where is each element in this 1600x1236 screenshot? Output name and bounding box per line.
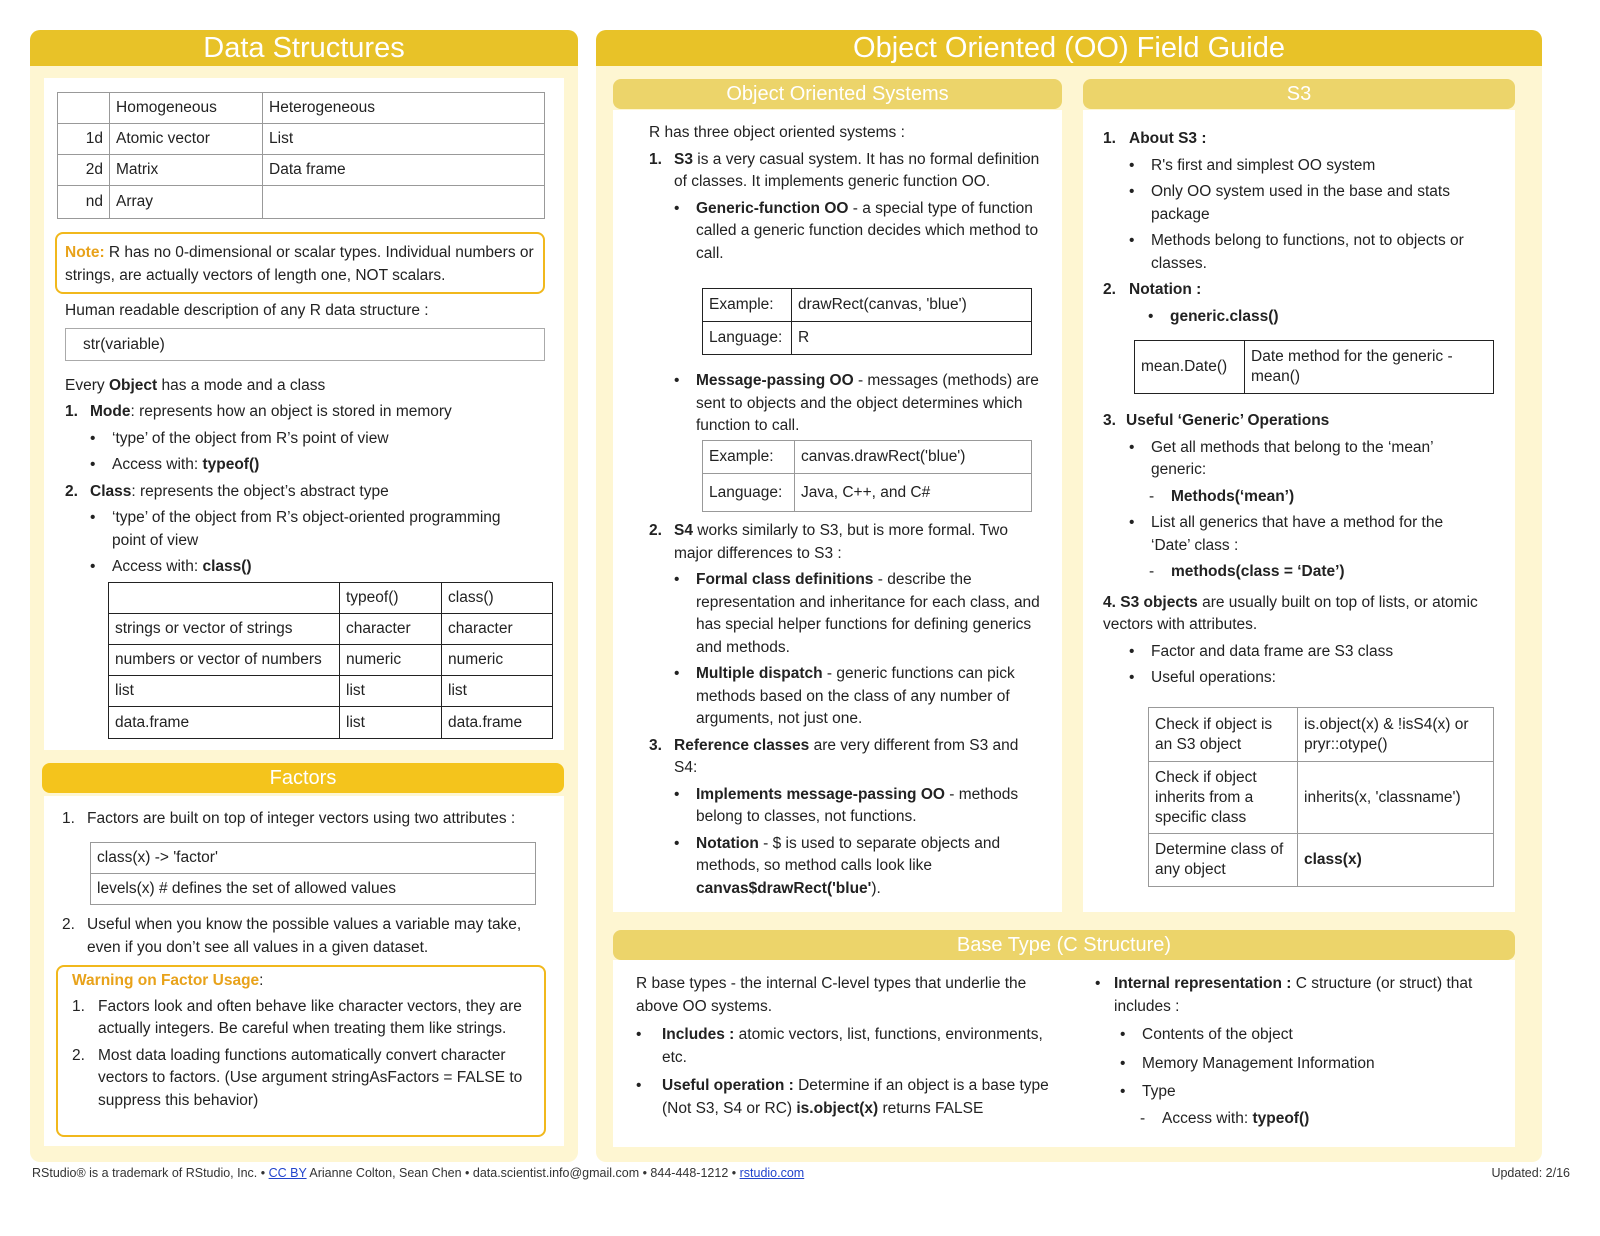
oo-field-guide-title: Object Oriented (OO) Field Guide [596, 30, 1542, 66]
s3-notation-table: mean.Date() Date method for the generic - mean() [1134, 340, 1494, 394]
base-type-left: R base types - the internal C-level types that underlie the above OO systems. • Includes : atomic vectors, list, functions, environments, etc. • Useful operation : Determine if an object is a base type (Not S3, S4 or RC) is.object(x) returns FALSE [636, 975, 1049, 1117]
factors-p2: 2. Useful when you know the possible values a variable may take, even if you don’t see all values in a given dataset. [62, 916, 522, 956]
factors-title: Factors [42, 763, 564, 793]
every-object-text: Every Object has a mode and a class [65, 377, 326, 394]
warning-box: Warning on Factor Usage: 1. Factors look and often behave like character vectors, they are actually integers. Be careful when treating them like strings. 2. Most data loading functions automatically convert character vectors to factors. (Use argument stringAsFactors = FALSE to suppress this behavior) [56, 965, 546, 1137]
s3-content-top: 1. About S3 : • R's first and simplest OO system • Only OO system used in the base and stats package • Methods belong to functions, not to objects or classes. 2. Notation : • generic.class() [1103, 130, 1464, 325]
mode-section: 1. Mode: represents how an object is stored in memory • ‘type’ of the object from R’s point of view • Access with: typeof() 2. Class: represents the object’s abstract type • ‘type’ of the object from R’s object-oriented programming point of view • Access with: class() [65, 403, 501, 575]
note-box: Note: R has no 0-dimensional or scalar types. Individual numbers or strings, are actually vectors of length one, NOT scalars. [55, 232, 545, 294]
s3-content-mid: 3. Useful ‘Generic’ Operations • Get all methods that belong to the ‘mean’ generic: - Methods(‘mean’) • List all generics that have a method for the ‘Date’ class : - methods(class = ‘Date’) 4. S3 objects are usually built on top of lists, or atomic vectors with attributes. • Factor and data frame are S3 class • Useful operations: [1103, 412, 1478, 686]
s3-ops-table: Check if object is an S3 object is.object(x) & !isS4(x) or pryr::otype() Check if object inherits from a specific class inherits(x, 'classname') Determine class of any object class(x) [1148, 707, 1494, 887]
message-passing-text: • Message-passing OO - messages (methods) are sent to objects and the object determines which function to call. [674, 372, 1039, 434]
data-structures-title: Data Structures [30, 30, 578, 66]
str-code-box: str(variable) [65, 328, 545, 361]
message-example-table: Example: canvas.drawRect('blue') Language: Java, C++, and C# [702, 440, 1032, 512]
base-type-title: Base Type (C Structure) [613, 930, 1515, 960]
cc-by-link[interactable]: CC BY [268, 1166, 307, 1180]
generic-example-table: Example: drawRect(canvas, 'blue') Language: R [702, 288, 1032, 355]
type-class-table: typeof() class() strings or vector of strings character character numbers or vector of numbers numeric numeric list list list data.frame list data.frame [108, 582, 553, 739]
s3-title: S3 [1083, 79, 1515, 109]
oo-systems-title: Object Oriented Systems [613, 79, 1062, 109]
dimension-table: Homogeneous Heterogeneous 1d Atomic vector List 2d Matrix Data frame nd Array [57, 92, 545, 219]
factor-code-table: class(x) -> 'factor' levels(x) # defines the set of allowed values [90, 842, 536, 905]
updated-date: Updated: 2/16 [1491, 1166, 1570, 1180]
base-type-right: • Internal representation : C structure (or struct) that includes : • Contents of the object • Memory Management Information • Type - Access with: typeof() [1095, 975, 1473, 1127]
hr-description: Human readable description of any R data structure : [65, 302, 429, 319]
oo-systems-content: R has three object oriented systems : 1. S3 is a very casual system. It has no formal definition of classes. It implements generic function OO. • Generic-function OO - a special type of function called a generic function decides which method to call. [649, 124, 1040, 262]
s4-rc-content: 2. S4 works similarly to S3, but is more formal. Two major differences to S3 : • Formal class definitions - describe the representation and inheritance for each class, and has special helper functions for defining generics and methods. • Multiple dispatch - generic functions can pick methods based on the class of any number of arguments, not just one. 3. Reference classes are very different from S3 and S4: • Implements message-passing OO - methods belong to classes, not functions. • Notation - $ is used to separate objects and methods, so method calls look like canvas$drawRect('blue'). [649, 522, 1040, 897]
factors-p1: 1. Factors are built on top of integer vectors using two attributes : [62, 810, 516, 827]
rstudio-link[interactable]: rstudio.com [739, 1166, 805, 1180]
footer: RStudio® is a trademark of RStudio, Inc. • CC BY Arianne Colton, Sean Chen • data.scientist.info@gmail.com • 844-448-1212 • rstudio.com [32, 1166, 805, 1180]
